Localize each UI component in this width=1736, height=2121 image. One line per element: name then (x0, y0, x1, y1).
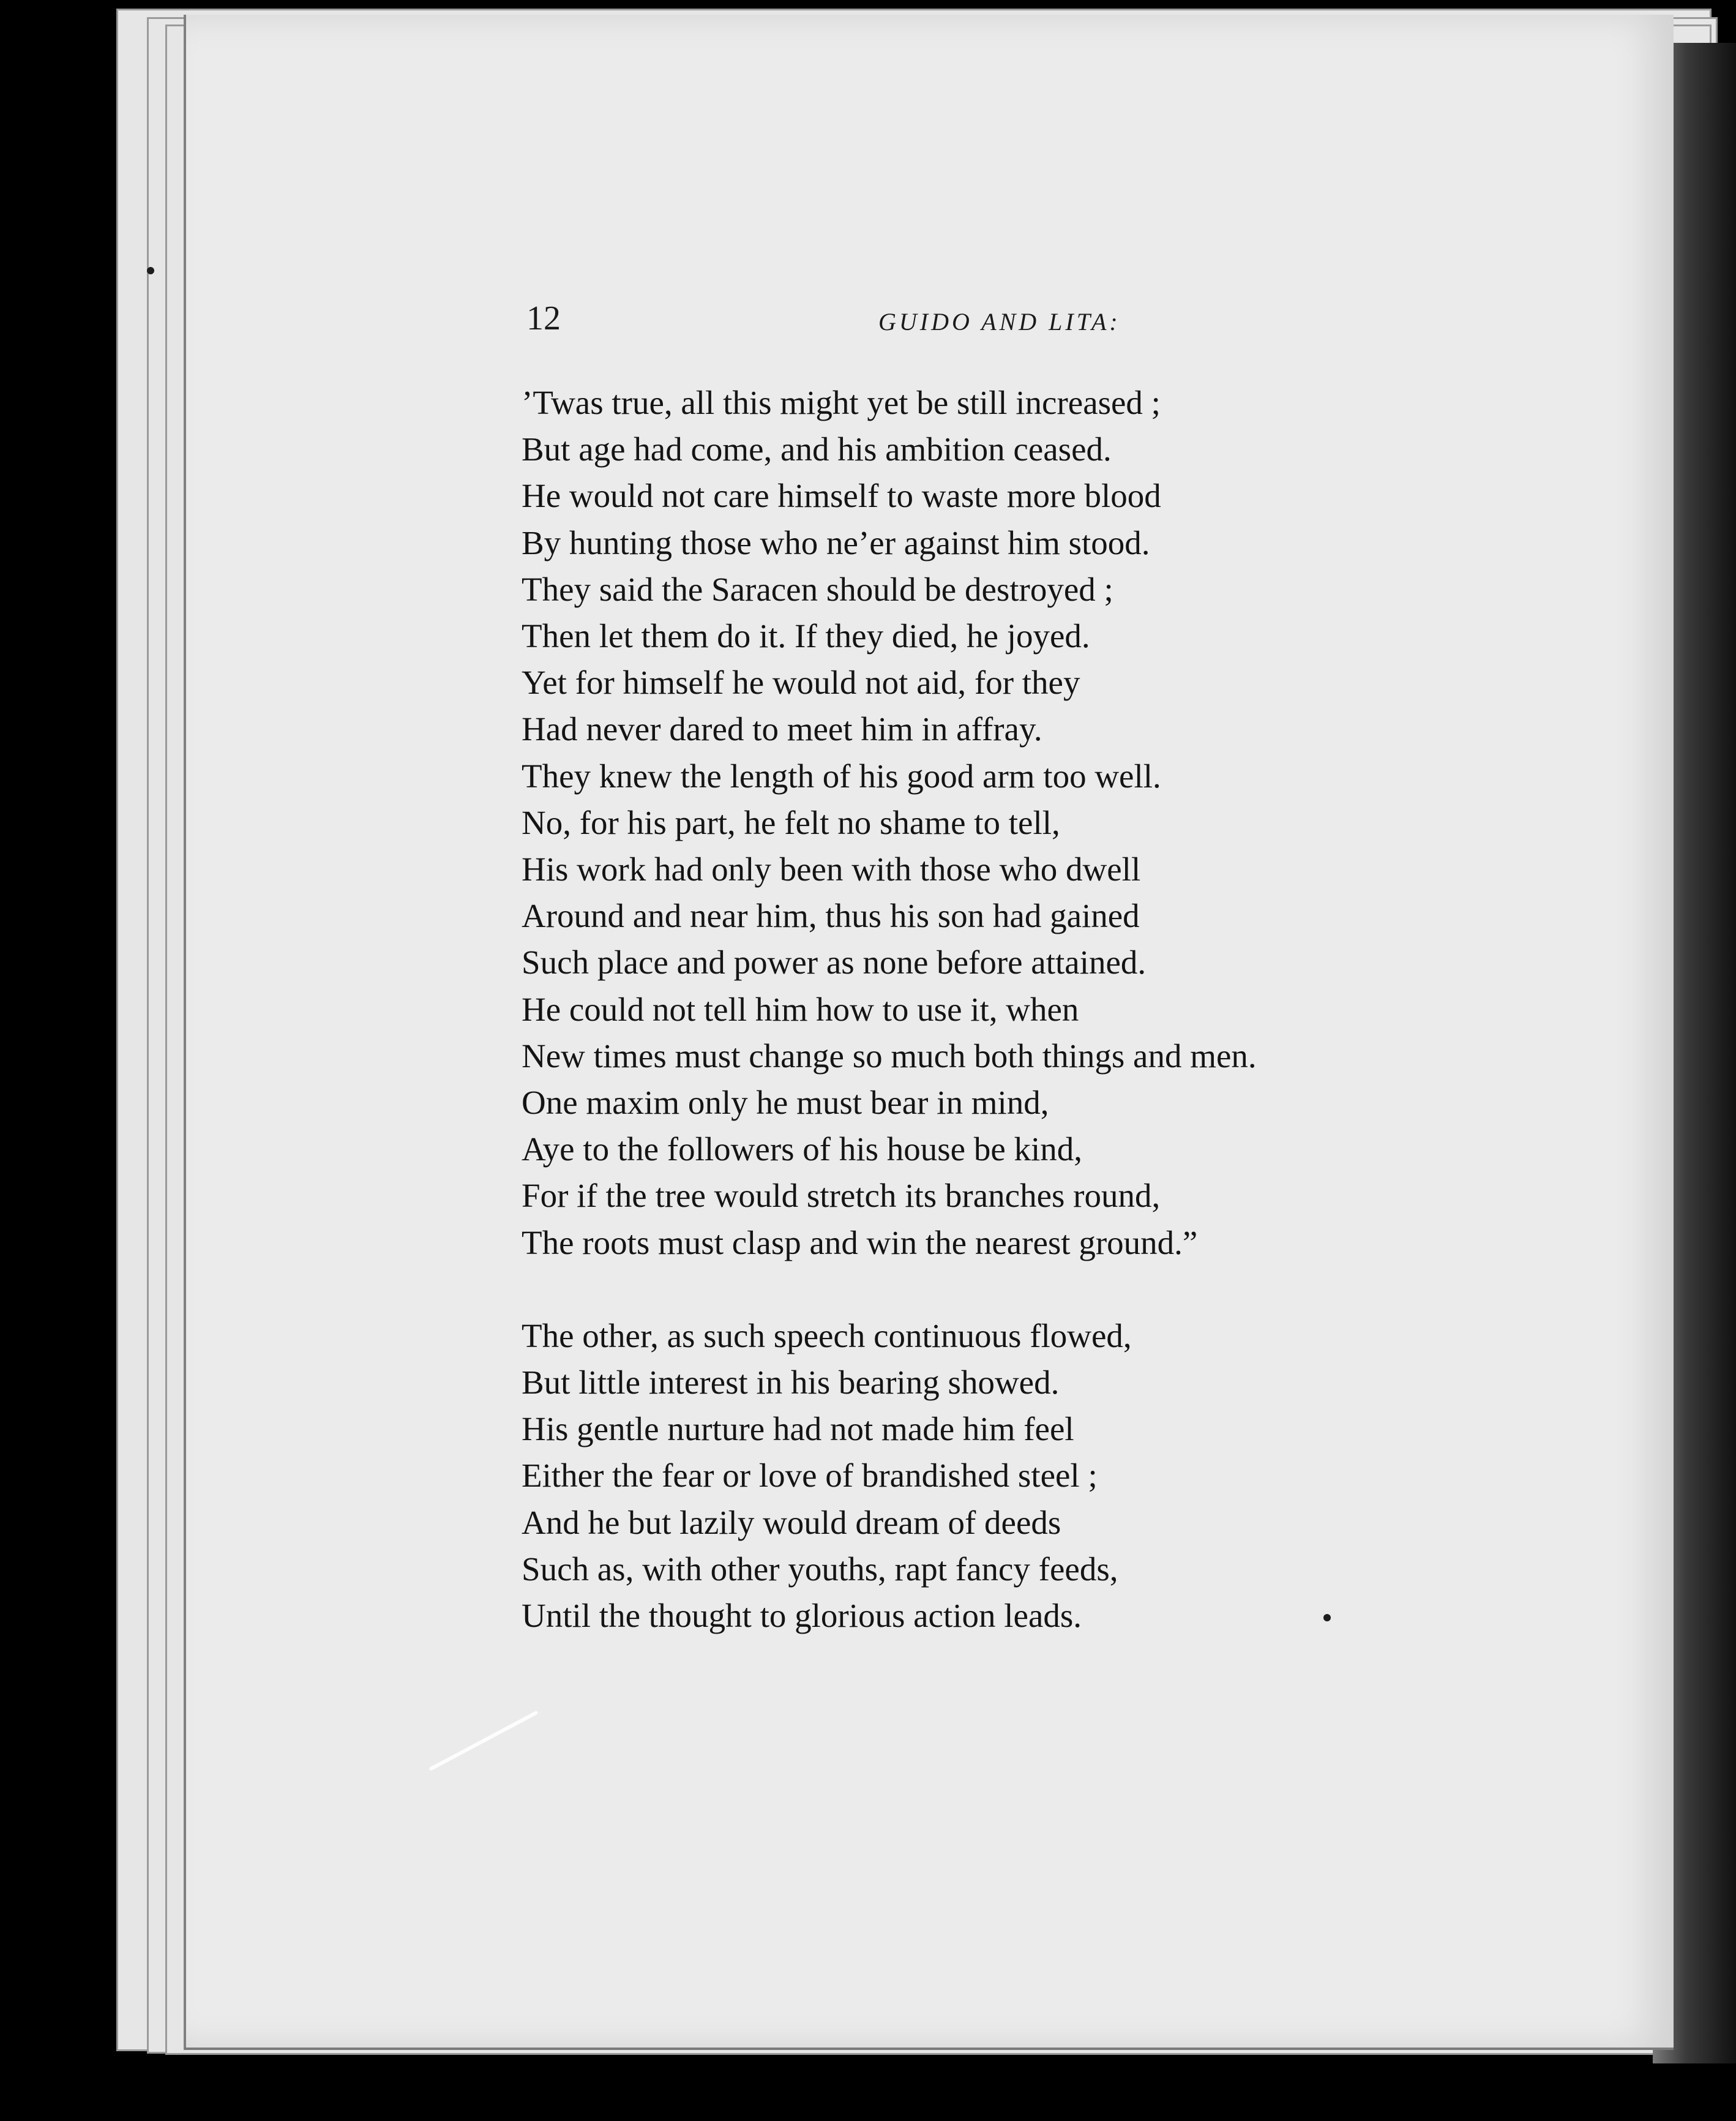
verse-line: The roots must clasp and win the nearest ground.” (522, 1223, 1198, 1261)
verse-line: His work had only been with those who dwell (522, 850, 1141, 888)
verse-line: They said the Saracen should be destroyed ; (522, 570, 1113, 608)
verse-line: Had never dared to meet him in affray. (522, 710, 1042, 748)
verse-line: Either the fear or love of brandished steel ; (522, 1457, 1098, 1495)
verse-line: Such as, with other youths, rapt fancy feeds, (522, 1550, 1118, 1588)
verse-line: And he but lazily would dream of deeds (522, 1503, 1061, 1541)
verse-line: No, for his part, he felt no shame to tell, (522, 803, 1060, 841)
verse-line: ’Twas true, all this might yet be still increased ; (522, 384, 1161, 421)
verse-line: He would not care himself to waste more blood (522, 477, 1161, 515)
verse-line: They knew the length of his good arm too well. (522, 757, 1161, 795)
stanza-2 (522, 1313, 1476, 1639)
verse-line: For if the tree would stretch its branches round, (522, 1177, 1161, 1215)
verse-line: His gentle nurture had not made him feel (522, 1410, 1074, 1448)
verse-line: New times must change so much both things and men. (522, 1037, 1257, 1075)
poem-body (522, 380, 1476, 1639)
stanza-1 (522, 380, 1476, 1266)
verse-line: But little interest in his bearing showed. (522, 1364, 1060, 1402)
verse-line: One maxim only he must bear in mind, (522, 1084, 1049, 1122)
verse-line: But age had come, and his ambition ceased. (522, 430, 1112, 468)
scan-speck (1323, 1614, 1331, 1621)
verse-line: Yet for himself he would not aid, for they (522, 664, 1080, 702)
page-number: 12 (526, 299, 561, 337)
verse-line: He could not tell him how to use it, when (522, 990, 1079, 1028)
verse-line: The other, as such speech continuous flowed, (522, 1316, 1132, 1354)
verse-line: Such place and power as none before attained. (522, 944, 1147, 982)
verse-line: Around and near him, thus his son had gained (522, 897, 1140, 935)
scan-speck (147, 267, 154, 274)
verse-line: Until the thought to glorious action leads. (522, 1597, 1082, 1635)
verse-line: Aye to the followers of his house be kind, (522, 1130, 1083, 1168)
verse-line: Then let them do it. If they died, he joyed. (522, 617, 1090, 655)
running-title: GUIDO AND LITA: (878, 308, 1121, 336)
verse-line: By hunting those who ne’er against him stood. (522, 524, 1150, 561)
running-head (526, 294, 1408, 343)
